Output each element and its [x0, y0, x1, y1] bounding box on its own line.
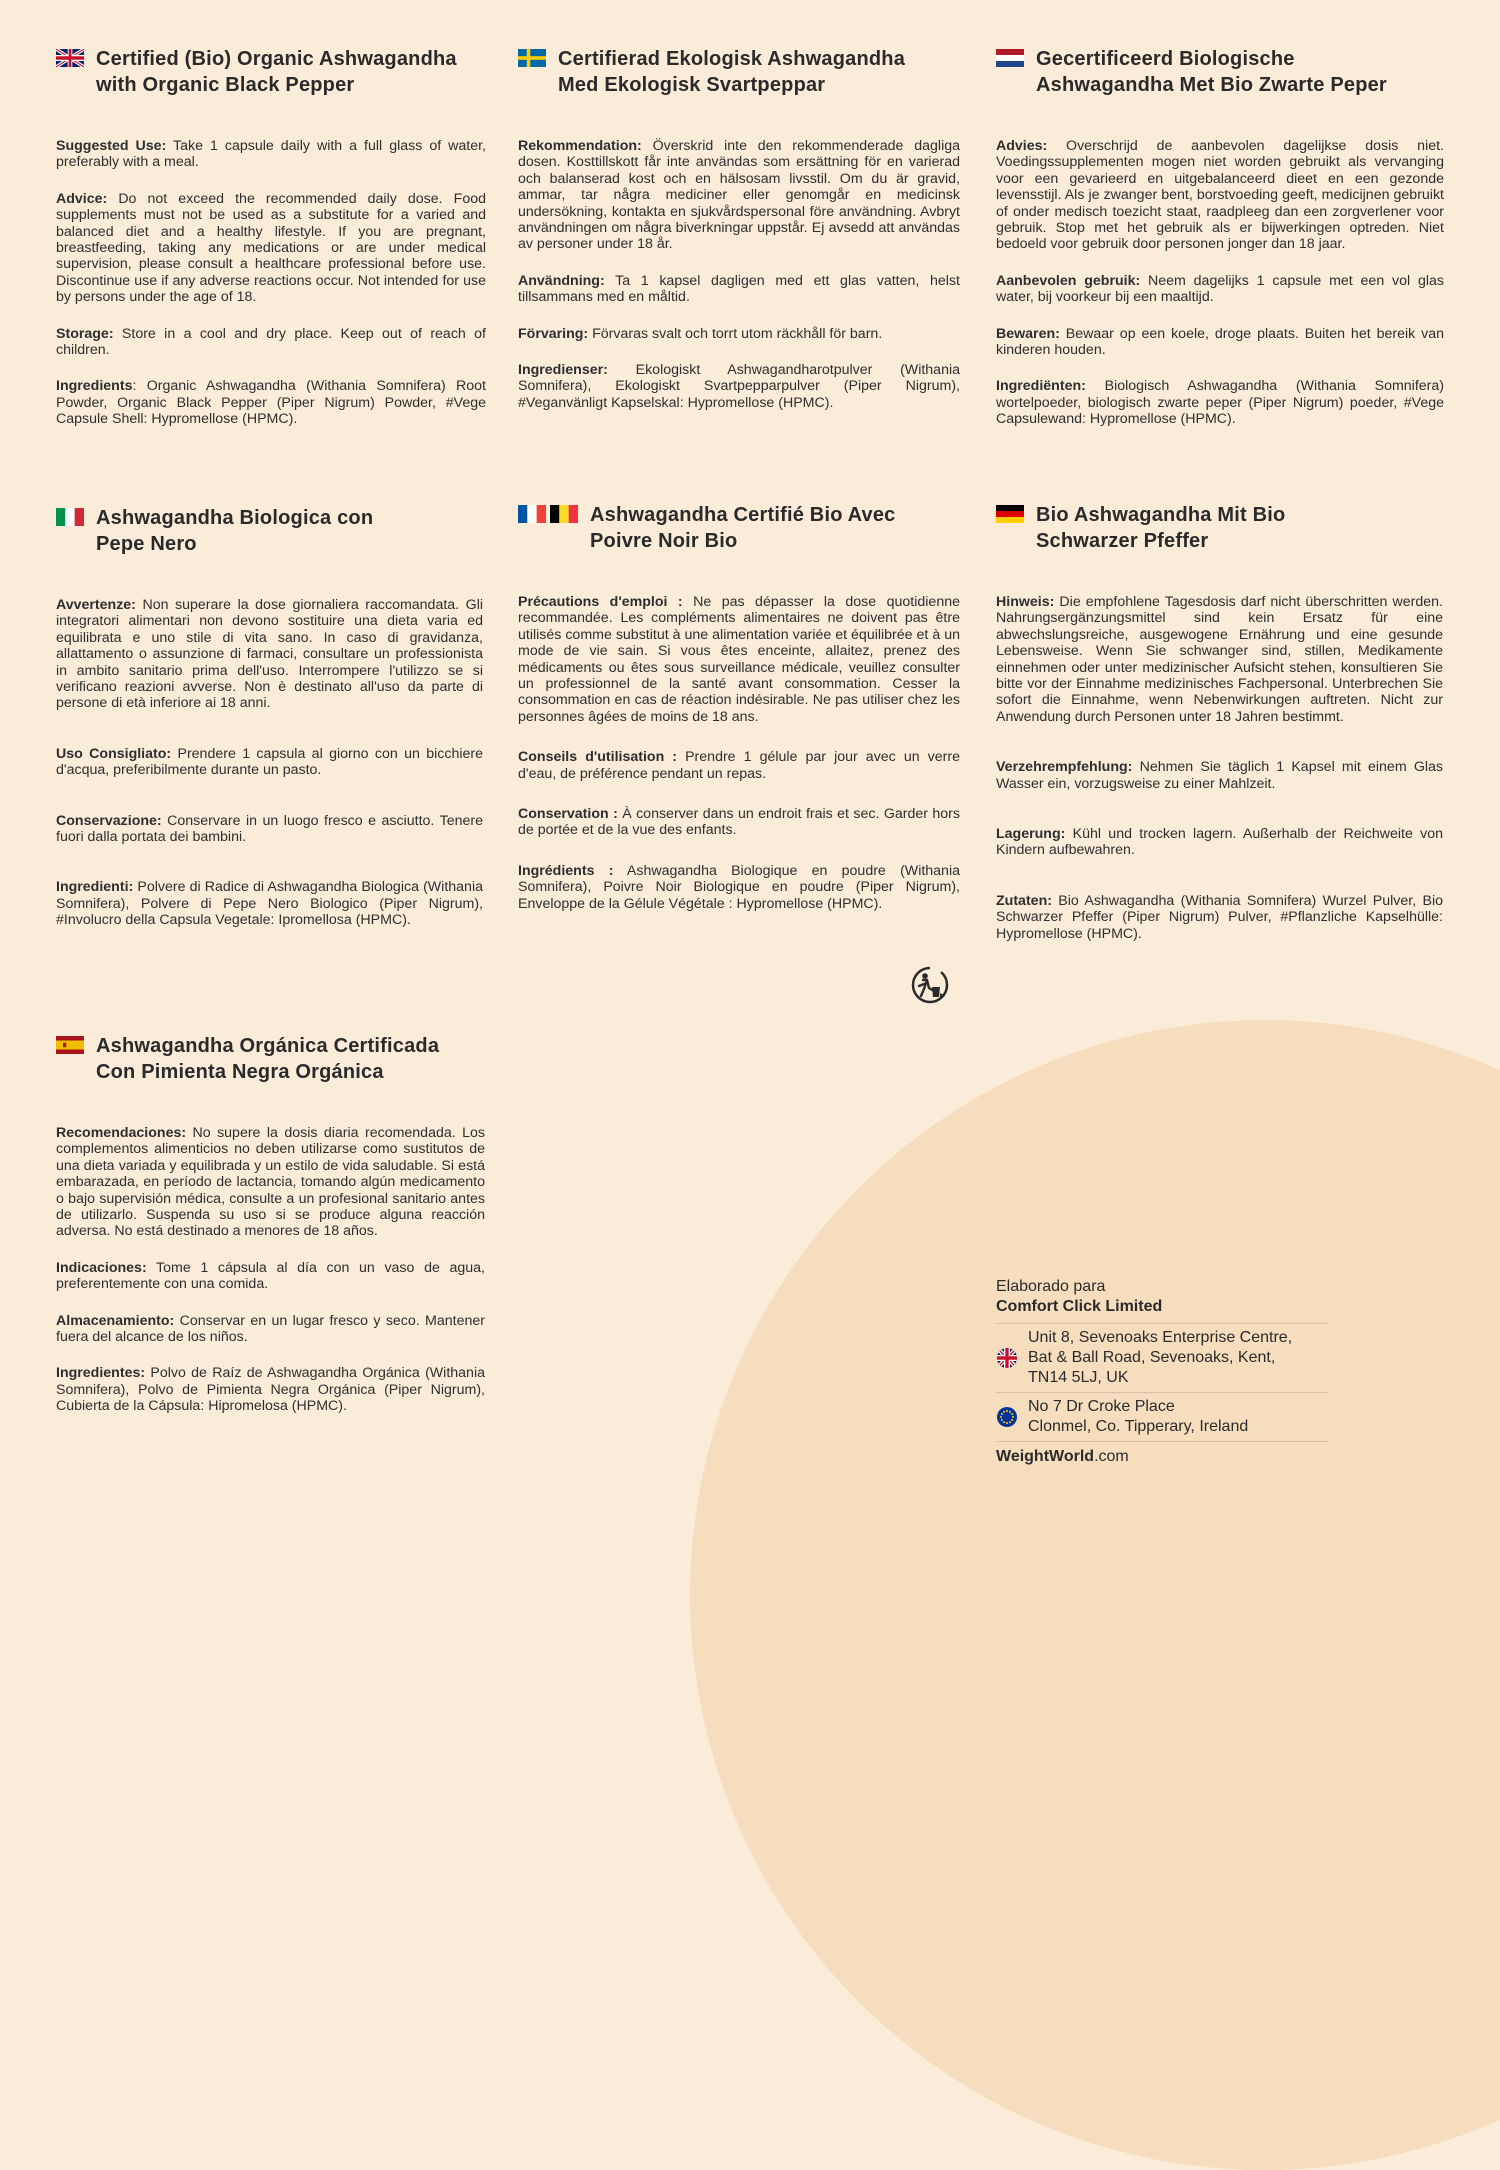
- paragraph-label: Ingredienti:: [56, 879, 134, 896]
- flag-group: [56, 508, 84, 526]
- paragraph-text: Biologisch Ashwagandha (Withania Somnifera) wortelpoeder, biologisch zwarte peper (Piper Nigrum) poeder, #Vege Capsulewand: Hypromellose (HPMC).: [996, 378, 1444, 428]
- paragraph-text: Ekologiskt Ashwagandharotpulver (Withania Somnifera), Ekologiskt Svartpepparpulver (Piper Nigrum), #Veganvänligt Kapselskal: Hypromellose (HPMC).: [518, 362, 960, 411]
- paragraph-text: Kühl und trocken lagern. Außerhalb der Reichweite von Kindern aufbewahren.: [996, 826, 1443, 859]
- title-line-1: Gecertificeerd Biologische: [1036, 48, 1295, 70]
- section-title: [558, 46, 905, 98]
- paragraph-storage: [518, 326, 960, 342]
- uk-address-lines: [1028, 1328, 1292, 1388]
- address-line: TN14 5LJ, UK: [1028, 1369, 1129, 1386]
- flag-group: [996, 505, 1024, 523]
- paragraph-ingredients: [56, 1365, 485, 1414]
- title-line-2: Med Ekologisk Svartpeppar: [558, 74, 826, 96]
- paragraph-label: Almacenamiento:: [56, 1312, 175, 1329]
- paragraph-storage: [996, 826, 1443, 859]
- paragraph-label: Ingredients: [56, 378, 133, 395]
- paragraph-usage: [56, 1260, 485, 1293]
- paragraph-ingredients: [56, 378, 486, 427]
- flag-group: [518, 49, 546, 67]
- paragraph-label: Rekommendation:: [518, 138, 642, 154]
- paragraph-label: Advies:: [996, 138, 1048, 154]
- sweden-flag-icon: [518, 49, 546, 67]
- paragraph-text: No supere la dosis diaria recomendada. Los complementos alimenticios no deben utilizarse como sustitutos de una dieta variada y equilibrada y un estilo de vida saludable. Si está embarazada, en período de lactancia, tomando algún medicamento o bajo supervisión médica, consulte a un profesional sanitario antes de utilizarlo. Suspenda su uso si se produce alguna reacción adversa. No está destinado a menores de 18 años.: [56, 1125, 485, 1240]
- website-domain: .com: [1094, 1448, 1129, 1465]
- paragraph-text: Polvo de Raíz de Ashwagandha Orgánica (Withania Somnifera), Polvo de Pimienta Negra Orgánica (Piper Nigrum), Cubierta de la Cápsula: Hipromelosa (HPMC).: [56, 1365, 485, 1415]
- section-french: [518, 502, 960, 932]
- address-line: Bat & Ball Road, Sevenoaks, Kent,: [1028, 1349, 1276, 1366]
- paragraph-recommendations: [56, 1125, 485, 1240]
- paragraph-text: Ne pas dépasser la dose quotidienne recommandée. Les compléments alimentaires ne doivent pas être utilisés comme substitut à une alimentation variée et équilibrée et à un mode de vie sain. Si vous êtes enceinte, allaitez, prenez des médicaments ou êtes sous surveillance médicale, veuillez consulter un professionnel de la santé avant consommation. Cesser la consommation en cas de réaction indésirable. Ne pas utiliser chez les personnes âgées de moins de 18 ans.: [518, 594, 960, 725]
- paragraph-notice: [996, 594, 1443, 725]
- section-title: [1036, 502, 1285, 554]
- title-line-2: Pepe Nero: [96, 533, 197, 555]
- france-flag-icon: [518, 505, 546, 523]
- company-name: Comfort Click Limited: [996, 1298, 1163, 1315]
- paragraph-text: Prendere 1 capsula al giorno con un bicchiere d'acqua, preferibilmente durante un pasto.: [56, 745, 483, 779]
- section-spanish: [56, 1033, 485, 1435]
- paragraph-label: Conservazione:: [56, 812, 162, 829]
- address-line: Clonmel, Co. Tipperary, Ireland: [1028, 1418, 1249, 1435]
- section-italian: [56, 505, 483, 949]
- paragraph-advice: [56, 191, 486, 306]
- paragraph-label: Verzehrempfehlung:: [996, 759, 1133, 776]
- paragraph-recommendation: [518, 138, 960, 253]
- paragraph-label: Indicaciones:: [56, 1259, 147, 1276]
- address-line: No 7 Dr Croke Place: [1028, 1398, 1175, 1415]
- paragraph-label: Ingrédients :: [518, 862, 614, 879]
- paragraph-label: Conservation :: [518, 806, 618, 823]
- paragraph-label: Hinweis:: [996, 594, 1055, 610]
- section-german: [996, 502, 1443, 962]
- paragraph-label: Ingredientes:: [56, 1365, 146, 1382]
- paragraph-precautions: [518, 594, 960, 725]
- belgium-flag-icon: [550, 505, 578, 523]
- title-line-2: Ashwagandha Met Bio Zwarte Peper: [1036, 74, 1387, 96]
- paragraph-usage: [996, 759, 1443, 792]
- made-for-label: Elaborado para: [996, 1278, 1106, 1295]
- paragraph-text: Överskrid inte den rekommenderade dagliga dosen. Kosttillskott får inte användas som ersättning för en varierad och balanserad kost och en hälsosam livsstil. Om du är gravid, ammar, tar några mediciner eller genomgår en medicinsk undersökning, kontakta en sjukvårdspersonal före användning. Avbryt användningen om några biverkningar uppstår. Ej avsedd att användas av personer under 18 år.: [518, 138, 960, 253]
- section-header: [996, 46, 1444, 98]
- title-line-1: Ashwagandha Orgánica Certificada: [96, 1035, 440, 1057]
- paragraph-label: Recomendaciones:: [56, 1125, 187, 1141]
- paragraph-label: Ingrediënten:: [996, 378, 1086, 395]
- section-title: [1036, 46, 1387, 98]
- section-title: [96, 505, 373, 557]
- paragraph-storage: [518, 806, 960, 839]
- paragraph-text: Bewaar op een koele, droge plaats. Buiten het bereik van kinderen houden.: [996, 325, 1444, 359]
- paragraph-usage: [996, 273, 1444, 306]
- germany-flag-icon: [996, 505, 1024, 523]
- paragraph-label: Storage:: [56, 325, 114, 342]
- paragraph-text: Nehmen Sie täglich 1 Kapsel mit einem Glas Wasser ein, vorzugsweise zu einer Mahlzeit.: [996, 759, 1443, 792]
- manufacturer-block: [996, 1277, 1328, 1467]
- paragraph-text: Non superare la dose giornaliera raccomandata. Gli integratori alimentari non devono sostituire una dieta varia ed equilibrata e uno stile di vita sano. In caso di gravidanza, allattamento o assunzione di farmaci, consultare un professionista in ambito sanitario prima dell'uso. Interrompere l'utilizzo se si verificano reazioni avverse. Non è destinato all'uso da parte di persone di età inferiore ai 18 anni.: [56, 597, 483, 712]
- title-line-2: Con Pimienta Negra Orgánica: [96, 1061, 384, 1083]
- paragraph-text: : Organic Ashwagandha (Withania Somnifera) Root Powder, Organic Black Pepper (Piper Nigrum) Powder, #Vege Capsule Shell: Hypromellose (HPMC).: [56, 378, 486, 428]
- paragraph-ingredients: [518, 863, 960, 912]
- paragraph-label: Zutaten:: [996, 892, 1052, 909]
- section-swedish: [518, 46, 960, 431]
- flag-group: [56, 1036, 84, 1054]
- section-header: [518, 502, 960, 554]
- background-arc: [690, 1020, 1500, 2170]
- paragraph-storage: [56, 1313, 485, 1346]
- title-line-2: Schwarzer Pfeffer: [1036, 530, 1209, 552]
- section-header: [518, 46, 960, 98]
- eu-address: [996, 1392, 1328, 1441]
- paragraph-storage: [56, 326, 486, 359]
- paragraph-text: Neem dagelijks 1 capsule met een vol glas water, bij voorkeur bij een maaltijd.: [996, 272, 1444, 306]
- section-header: [56, 505, 483, 557]
- uk-flag-icon: [56, 49, 84, 67]
- italy-flag-icon: [56, 508, 84, 526]
- paragraph-text: À conserver dans un endroit frais et sec. Garder hors de portée et de la vue des enfants.: [518, 806, 960, 839]
- paragraph-storage: [56, 813, 483, 846]
- eu-flag-icon: [996, 1406, 1018, 1428]
- title-line-1: Certified (Bio) Organic Ashwagandha: [96, 48, 457, 70]
- paragraph-text: Conservar en un lugar fresco y seco. Mantener fuera del alcance de los niños.: [56, 1312, 485, 1346]
- paragraph-text: Take 1 capsule daily with a full glass of water, preferably with a meal.: [56, 138, 486, 171]
- title-line-1: Ashwagandha Biologica con: [96, 507, 374, 529]
- section-dutch: [996, 46, 1444, 448]
- paragraph-ingredients: [518, 362, 960, 411]
- paragraph-label: Uso Consigliato:: [56, 745, 172, 762]
- spain-flag-icon: [56, 1036, 84, 1054]
- paragraph-label: Bewaren:: [996, 325, 1060, 342]
- paragraph-text: Conservare in un luogo fresco e asciutto. Tenere fuori dalla portata dei bambini.: [56, 812, 483, 846]
- eu-address-lines: [1028, 1397, 1248, 1437]
- title-line-1: Bio Ashwagandha Mit Bio: [1036, 504, 1286, 526]
- paragraph-text: Polvere di Radice di Ashwagandha Biologica (Withania Somnifera), Polvere di Pepe Nero Biologico (Piper Nigrum), #Involucro della Capsula Vegetale: Ipromellosa (HPMC).: [56, 879, 483, 929]
- flag-group: [56, 49, 84, 67]
- paragraph-text: Prendre 1 gélule par jour avec un verre d'eau, de préférence pendant un repas.: [518, 749, 961, 782]
- section-title: [96, 1033, 439, 1085]
- paragraph-advice: [996, 138, 1444, 253]
- paragraph-label: Aanbevolen gebruik:: [996, 272, 1141, 289]
- paragraph-label: Användning:: [518, 272, 605, 289]
- section-title: [590, 502, 896, 554]
- title-line-1: Certifierad Ekologisk Ashwagandha: [558, 48, 906, 70]
- paragraph-label: Förvaring:: [518, 325, 589, 342]
- paragraph-text: Förvaras svalt och torrt utom räckhåll för barn.: [588, 325, 883, 342]
- title-line-2: Poivre Noir Bio: [590, 530, 738, 552]
- title-line-2: with Organic Black Pepper: [96, 74, 355, 96]
- section-english: [56, 46, 486, 448]
- paragraph-text: Store in a cool and dry place. Keep out of reach of children.: [56, 325, 486, 359]
- section-header: [56, 1033, 485, 1085]
- paragraph-storage: [996, 326, 1444, 359]
- title-line-1: Ashwagandha Certifié Bio Avec: [590, 504, 896, 526]
- website-brand: WeightWorld: [996, 1448, 1095, 1465]
- paragraph-label: Ingredienser:: [518, 362, 608, 379]
- paragraph-text: Bio Ashwagandha (Withania Somnifera) Wurzel Pulver, Bio Schwarzer Pfeffer (Piper Nigrum) Pulver, #Pflanzliche Kapselhülle: Hypromellose (HPMC).: [996, 892, 1443, 942]
- paragraph-usage: [518, 749, 960, 782]
- paragraph-usage: [56, 746, 483, 779]
- paragraph-label: Suggested Use:: [56, 138, 167, 154]
- paragraph-text: Overschrijd de aanbevolen dagelijkse dosis niet. Voedingssupplementen mogen niet worden gebruikt als vervanging voor een gevarieerd en uitgebalanceerd dieet en een gezonde levensstijl. Als je zwanger bent, borstvoeding geeft, medicijnen gebruikt of onder medisch toezicht staat, raadpleeg dan een zorgverlener voor gebruik. Stop met het gebruik als er bijwerkingen optreden. Niet bedoeld voor gebruik door personen jonger dan 18 jaar.: [996, 138, 1444, 253]
- paragraph-usage: [518, 273, 960, 306]
- paragraph-text: Ta 1 kapsel dagligen med ett glas vatten, helst tillsammans med en måltid.: [518, 272, 960, 306]
- paragraph-suggested-use: [56, 138, 486, 171]
- paragraph-text: Do not exceed the recommended daily dose. Food supplements must not be used as a substitute for a varied and balanced diet and a healthy lifestyle. If you are pregnant, breastfeeding, taking any medications or are under medical supervision, please consult a healthcare professional before use. Discontinue use if any adverse reactions occur. Not intended for use by persons under the age of 18.: [56, 190, 486, 306]
- flag-group: [996, 49, 1024, 67]
- triman-recycle-icon: [910, 965, 950, 1005]
- netherlands-flag-icon: [996, 49, 1024, 67]
- website: [996, 1441, 1328, 1467]
- paragraph-text: Die empfohlene Tagesdosis darf nicht überschritten werden. Nahrungsergänzungsmittel sind kein Ersatz für eine abwechslungsreiche, ausgewogene Ernährung und eine gesunde Lebensweise. Wenn Sie schwanger sind, stillen, Medikamente einnehmen oder unter medizinischer Aufsicht stehen, konsultieren Sie bitte vor der Einnahme medizinisches Fachpersonal. Unterbrechen Sie sofort die Einnahme, wenn Nebenwirkungen auftreten. Nicht zur Anwendung durch Personen unter 18 Jahren bestimmt.: [996, 594, 1443, 725]
- uk-flag-icon: [996, 1347, 1018, 1369]
- paragraph-ingredients: [996, 378, 1444, 427]
- uk-address: [996, 1323, 1328, 1392]
- paragraph-label: Avvertenze:: [56, 597, 136, 613]
- flag-group: [518, 505, 578, 523]
- paragraph-ingredients: [996, 893, 1443, 942]
- paragraph-label: Lagerung:: [996, 826, 1066, 843]
- section-title: [96, 46, 457, 98]
- address-line: Unit 8, Sevenoaks Enterprise Centre,: [1028, 1329, 1293, 1346]
- section-header: [56, 46, 486, 98]
- section-header: [996, 502, 1443, 554]
- paragraph-warnings: [56, 597, 483, 712]
- paragraph-ingredients: [56, 879, 483, 928]
- paragraph-text: Ashwagandha Biologique en poudre (Withania Somnifera), Poivre Noir Biologique en poudre (Piper Nigrum), Enveloppe de la Gélule Végétale : Hypromellose (HPMC).: [518, 862, 960, 912]
- paragraph-text: Tome 1 cápsula al día con un vaso de agua, preferentemente con una comida.: [56, 1259, 485, 1293]
- paragraph-label: Précautions d'emploi :: [518, 594, 683, 610]
- paragraph-label: Advice:: [56, 190, 108, 207]
- paragraph-label: Conseils d'utilisation :: [518, 749, 678, 766]
